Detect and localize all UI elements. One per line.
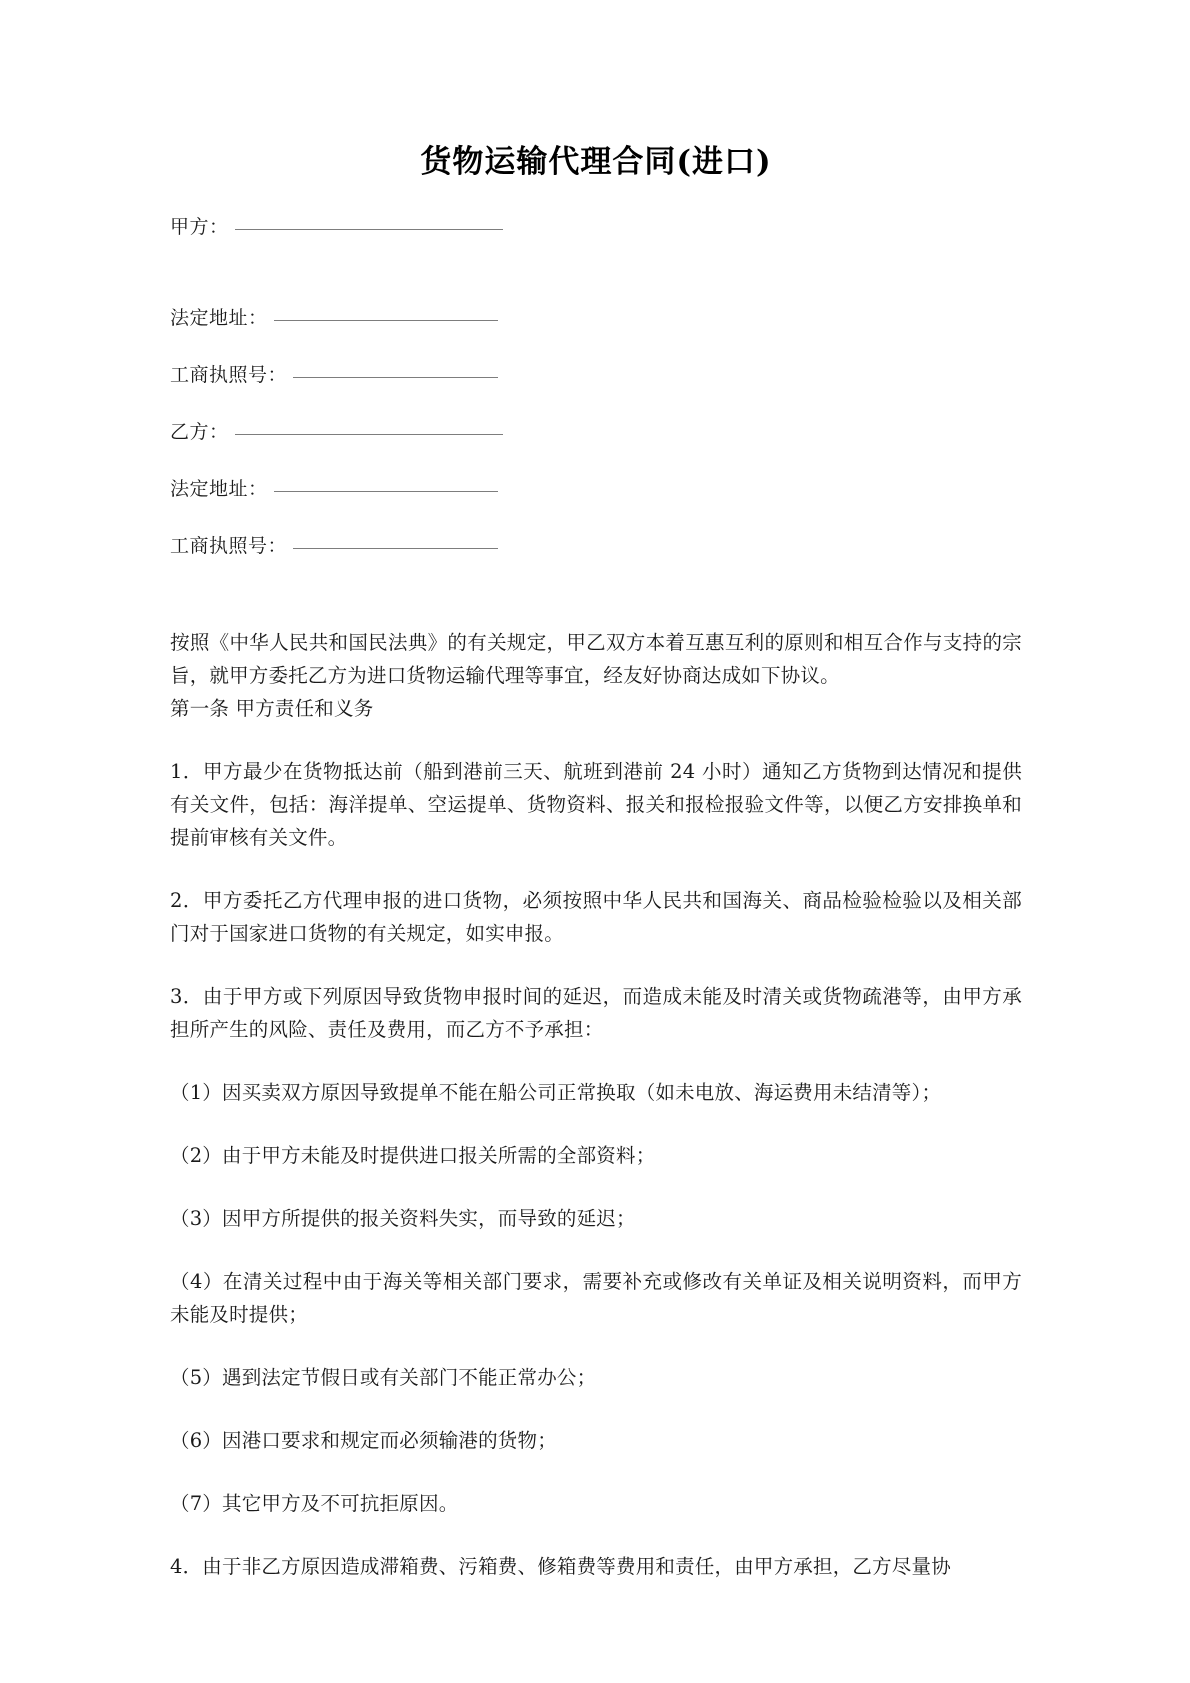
- sub-item-1: （1）因买卖双方原因导致提单不能在船公司正常换取（如未电放、海运费用未结清等）；: [170, 1080, 942, 1104]
- spacer: [170, 1172, 1022, 1202]
- sub-item-3: （3）因甲方所提供的报关资料失实，而导致的延迟；: [170, 1206, 636, 1230]
- field-row-party-b-address: [170, 478, 1022, 535]
- field-label: 法定地址：: [170, 306, 268, 329]
- clause-item-1: 1．甲方最少在货物抵达前（船到港前三天、航班到港前 24 小时）通知乙方货物到达情况和提供有关文件，包括：海洋提单、空运提单、货物资料、报关和报检报验文件等，以便乙方安排换单和提前审核有关文件。: [170, 759, 1022, 849]
- clause-item-3: 3．由于甲方或下列原因导致货物申报时间的延迟，而造成未能及时清关或货物疏港等，由甲方承担所产生的风险、责任及费用，而乙方不予承担：: [170, 984, 1022, 1041]
- spacer: [170, 725, 1022, 755]
- field-label: 工商执照号：: [170, 363, 288, 386]
- spacer: [170, 1235, 1022, 1265]
- sub-item-4: （4）在清关过程中由于海关等相关部门要求，需要补充或修改有关单证及相关说明资料，而甲方未能及时提供；: [170, 1269, 1022, 1326]
- field-fill-line[interactable]: [293, 377, 498, 378]
- sub-item-5: （5）遇到法定节假日或有关部门不能正常办公；: [170, 1365, 597, 1389]
- section-heading-article-1: 第一条 甲方责任和义务: [170, 696, 374, 720]
- field-fill-line[interactable]: [274, 320, 498, 321]
- field-fill-line[interactable]: [235, 434, 503, 435]
- spacer: [170, 1331, 1022, 1361]
- spacer: [170, 1046, 1022, 1076]
- field-fill-line[interactable]: [274, 491, 498, 492]
- field-fill-line[interactable]: [293, 548, 498, 549]
- field-row-party-a: [170, 182, 1022, 307]
- spacer: [170, 1109, 1022, 1139]
- field-label: 工商执照号：: [170, 534, 288, 557]
- field-row-party-b: [170, 421, 1022, 478]
- field-row-party-a-license: [170, 364, 1022, 421]
- document-content: [170, 0, 1022, 1583]
- spacer: [170, 592, 1022, 626]
- spacer: [170, 1457, 1022, 1487]
- page-title: 货物运输代理合同(进口): [420, 144, 772, 180]
- spacer: [170, 1394, 1022, 1424]
- clause-item-4: 4．由于非乙方原因造成滞箱费、污箱费、修箱费等费用和责任，由甲方承担，乙方尽量协: [170, 1554, 951, 1578]
- sub-item-6: （6）因港口要求和规定而必须输港的货物；: [170, 1428, 557, 1452]
- field-label: 乙方：: [170, 420, 229, 443]
- field-fill-line[interactable]: [235, 229, 503, 230]
- preamble-paragraph: 按照《中华人民共和国民法典》的有关规定，甲乙双方本着互惠互利的原则和相互合作与支持的宗旨，就甲方委托乙方为进口货物运输代理等事宜，经友好协商达成如下协议。: [170, 630, 1022, 687]
- spacer: [170, 950, 1022, 980]
- spacer: [170, 1520, 1022, 1550]
- party-fields: [170, 182, 1022, 592]
- clause-item-2: 2．甲方委托乙方代理申报的进口货物，必须按照中华人民共和国海关、商品检验检验以及相关部门对于国家进口货物的有关规定，如实申报。: [170, 888, 1022, 945]
- field-label: 法定地址：: [170, 477, 268, 500]
- sub-item-2: （2）由于甲方未能及时提供进口报关所需的全部资料；: [170, 1143, 656, 1167]
- field-row-party-b-license: [170, 535, 1022, 592]
- field-row-party-a-address: [170, 307, 1022, 364]
- sub-item-7: （7）其它甲方及不可抗拒原因。: [170, 1491, 459, 1515]
- spacer: [170, 854, 1022, 884]
- field-label: 甲方：: [170, 215, 229, 238]
